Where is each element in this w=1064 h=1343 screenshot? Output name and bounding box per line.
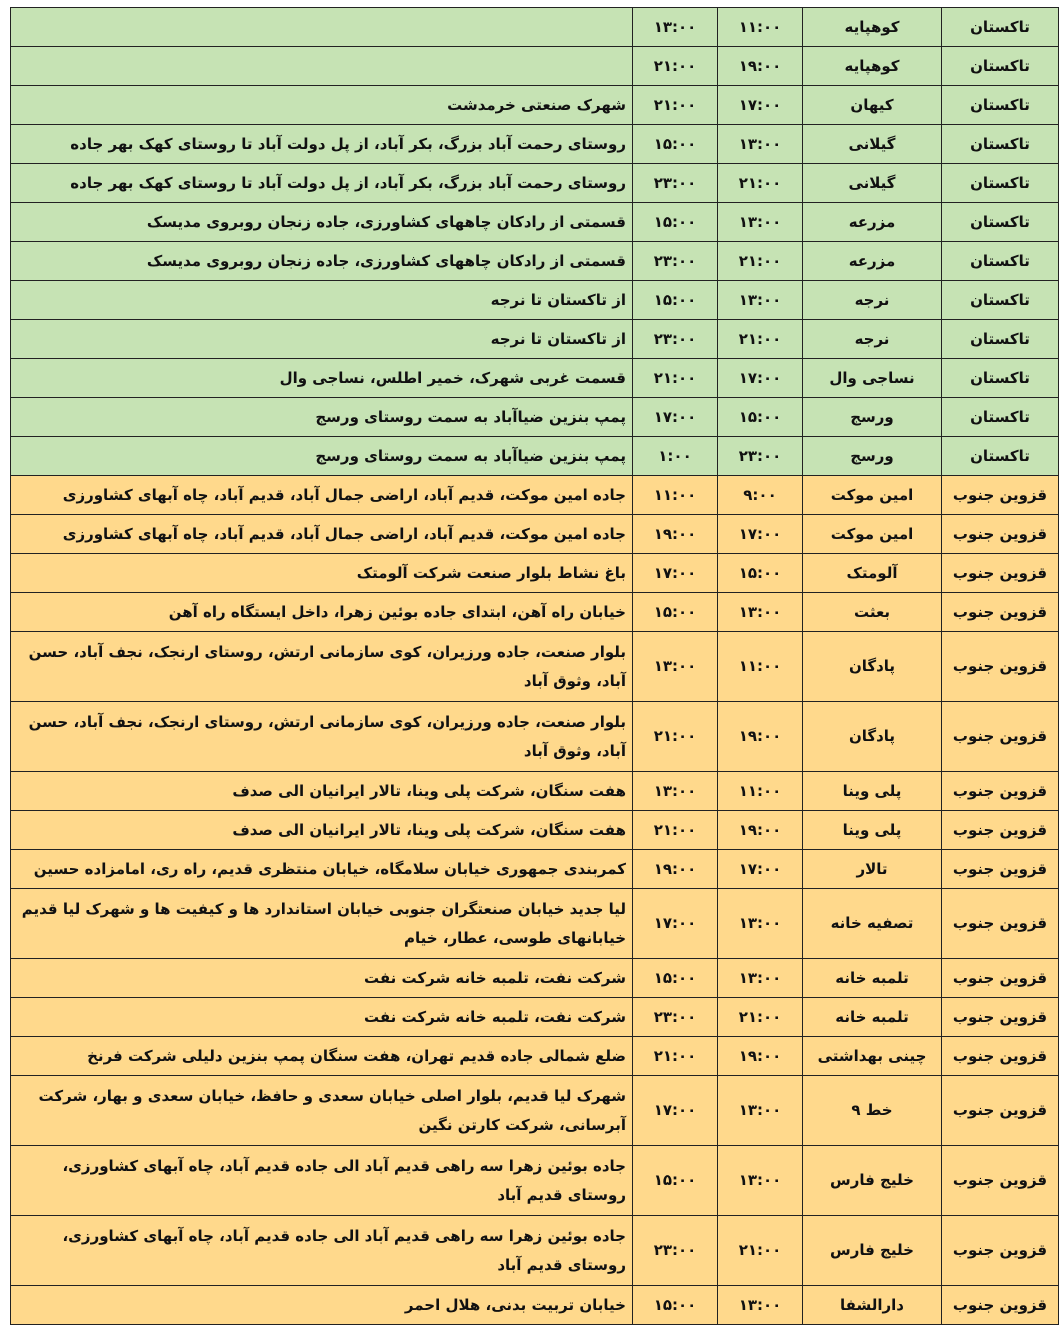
end-time-cell: ۲۱:۰۰ xyxy=(633,47,718,86)
table-row xyxy=(11,398,1059,437)
area-cell: باغ نشاط بلوار صنعت شرکت آلومتک xyxy=(11,554,633,593)
area-cell: روستای رحمت آباد بزرگ، بکر آباد، از پل دولت آباد تا روستای کهک بهر جاده xyxy=(11,164,633,203)
feeder-cell: گیلانی xyxy=(803,125,942,164)
start-time-cell: ۲۱:۰۰ xyxy=(718,998,803,1037)
city-cell: قزوین جنوب xyxy=(942,554,1059,593)
end-time-cell: ۲۳:۰۰ xyxy=(633,164,718,203)
feeder-cell: کیهان xyxy=(803,86,942,125)
end-time-cell: ۲۳:۰۰ xyxy=(633,242,718,281)
feeder-cell: خلیج فارس xyxy=(803,1216,942,1286)
city-cell: تاکستان xyxy=(942,398,1059,437)
table-row xyxy=(11,476,1059,515)
city-cell: تاکستان xyxy=(942,164,1059,203)
start-time-cell: ۲۱:۰۰ xyxy=(718,242,803,281)
table-row xyxy=(11,203,1059,242)
table-row xyxy=(11,359,1059,398)
table-row xyxy=(11,242,1059,281)
end-time-cell: ۱۵:۰۰ xyxy=(633,125,718,164)
table-row xyxy=(11,772,1059,811)
area-cell: بلوار صنعت، جاده ورزیران، کوی سازمانی ارتش، روستای ارنجک، نجف آباد، حسن آباد، وثوق آباد xyxy=(11,632,633,702)
start-time-cell: ۱۷:۰۰ xyxy=(718,850,803,889)
feeder-cell: تالار xyxy=(803,850,942,889)
table-row xyxy=(11,8,1059,47)
table-row xyxy=(11,1286,1059,1325)
city-cell: تاکستان xyxy=(942,86,1059,125)
end-time-cell: ۱۵:۰۰ xyxy=(633,281,718,320)
feeder-cell: خلیج فارس xyxy=(803,1146,942,1216)
start-time-cell: ۱۳:۰۰ xyxy=(718,1076,803,1146)
feeder-cell: پادگان xyxy=(803,702,942,772)
feeder-cell: تلمبه خانه xyxy=(803,959,942,998)
area-cell: جاده امین موکت، قدیم آباد، اراضی جمال آباد، قدیم آباد، چاه آبهای کشاورزی xyxy=(11,476,633,515)
area-cell: از تاکستان تا نرجه xyxy=(11,281,633,320)
end-time-cell: ۲۳:۰۰ xyxy=(633,320,718,359)
feeder-cell: گیلانی xyxy=(803,164,942,203)
feeder-cell: امین موکت xyxy=(803,515,942,554)
table-row xyxy=(11,889,1059,959)
feeder-cell: دارالشفا xyxy=(803,1286,942,1325)
end-time-cell: ۱۷:۰۰ xyxy=(633,1076,718,1146)
start-time-cell: ۱۳:۰۰ xyxy=(718,1146,803,1216)
city-cell: قزوین جنوب xyxy=(942,811,1059,850)
feeder-cell: پادگان xyxy=(803,632,942,702)
end-time-cell: ۱۹:۰۰ xyxy=(633,850,718,889)
end-time-cell: ۲۱:۰۰ xyxy=(633,702,718,772)
feeder-cell: آلومتک xyxy=(803,554,942,593)
city-cell: تاکستان xyxy=(942,242,1059,281)
table-row xyxy=(11,1216,1059,1286)
area-cell: خیابان راه آهن، ابتدای جاده بوئین زهرا، داخل ایستگاه راه آهن xyxy=(11,593,633,632)
feeder-cell: تلمبه خانه xyxy=(803,998,942,1037)
feeder-cell: پلی وینا xyxy=(803,811,942,850)
table-row xyxy=(11,47,1059,86)
city-cell: تاکستان xyxy=(942,203,1059,242)
city-cell: قزوین جنوب xyxy=(942,772,1059,811)
city-cell: قزوین جنوب xyxy=(942,850,1059,889)
start-time-cell: ۱۹:۰۰ xyxy=(718,702,803,772)
end-time-cell: ۱۵:۰۰ xyxy=(633,593,718,632)
end-time-cell: ۱۵:۰۰ xyxy=(633,1146,718,1216)
area-cell: از تاکستان تا نرجه xyxy=(11,320,633,359)
feeder-cell: ورسج xyxy=(803,398,942,437)
city-cell: قزوین جنوب xyxy=(942,1037,1059,1076)
start-time-cell: ۱۹:۰۰ xyxy=(718,1037,803,1076)
area-cell: شرکت نفت، تلمبه خانه شرکت نفت xyxy=(11,959,633,998)
area-cell xyxy=(11,47,633,86)
start-time-cell: ۱۳:۰۰ xyxy=(718,593,803,632)
start-time-cell: ۹:۰۰ xyxy=(718,476,803,515)
start-time-cell: ۱۱:۰۰ xyxy=(718,772,803,811)
end-time-cell: ۲۱:۰۰ xyxy=(633,811,718,850)
end-time-cell: ۱۳:۰۰ xyxy=(633,8,718,47)
area-cell: شرکت نفت، تلمبه خانه شرکت نفت xyxy=(11,998,633,1037)
end-time-cell: ۱۷:۰۰ xyxy=(633,398,718,437)
feeder-cell: خط ۹ xyxy=(803,1076,942,1146)
start-time-cell: ۱۹:۰۰ xyxy=(718,811,803,850)
city-cell: قزوین جنوب xyxy=(942,1216,1059,1286)
city-cell: تاکستان xyxy=(942,437,1059,476)
area-cell: جاده بوئین زهرا سه راهی قدیم آباد الی جاده قدیم آباد، چاه آبهای کشاورزی، روستای قدیم آباد xyxy=(11,1216,633,1286)
table-row xyxy=(11,998,1059,1037)
outage-schedule-table xyxy=(10,7,1059,1325)
end-time-cell: ۲۳:۰۰ xyxy=(633,998,718,1037)
end-time-cell: ۱۳:۰۰ xyxy=(633,632,718,702)
end-time-cell: ۱۵:۰۰ xyxy=(633,203,718,242)
city-cell: قزوین جنوب xyxy=(942,1146,1059,1216)
feeder-cell: چینی بهداشتی xyxy=(803,1037,942,1076)
start-time-cell: ۱۳:۰۰ xyxy=(718,203,803,242)
city-cell: تاکستان xyxy=(942,281,1059,320)
end-time-cell: ۱:۰۰ xyxy=(633,437,718,476)
area-cell: کمربندی جمهوری خیابان سلامگاه، خیابان منتظری قدیم، راه ری، امامزاده حسین xyxy=(11,850,633,889)
table-row xyxy=(11,632,1059,702)
start-time-cell: ۱۷:۰۰ xyxy=(718,86,803,125)
start-time-cell: ۱۳:۰۰ xyxy=(718,889,803,959)
area-cell: هفت سنگان، شرکت پلی وینا، تالار ایرانیان الی صدف xyxy=(11,811,633,850)
feeder-cell: کوهپایه xyxy=(803,8,942,47)
area-cell: لیا جدید خیابان صنعتگران جنوبی خیابان استاندارد ها و کیفیت ها و شهرک لیا قدیم خیابانهای طوسی، عطار، خیام xyxy=(11,889,633,959)
start-time-cell: ۱۳:۰۰ xyxy=(718,959,803,998)
table-row xyxy=(11,850,1059,889)
feeder-cell: مزرعه xyxy=(803,203,942,242)
area-cell: قسمت غربی شهرک، خمیر اطلس، نساجی وال xyxy=(11,359,633,398)
feeder-cell: مزرعه xyxy=(803,242,942,281)
table-row xyxy=(11,554,1059,593)
city-cell: قزوین جنوب xyxy=(942,515,1059,554)
end-time-cell: ۱۵:۰۰ xyxy=(633,959,718,998)
table-row xyxy=(11,1076,1059,1146)
area-cell: ضلع شمالی جاده قدیم تهران، هفت سنگان پمپ بنزین دلیلی شرکت فرنخ xyxy=(11,1037,633,1076)
start-time-cell: ۱۱:۰۰ xyxy=(718,632,803,702)
table-row xyxy=(11,593,1059,632)
area-cell xyxy=(11,8,633,47)
city-cell: تاکستان xyxy=(942,320,1059,359)
city-cell: تاکستان xyxy=(942,47,1059,86)
end-time-cell: ۲۱:۰۰ xyxy=(633,1037,718,1076)
city-cell: قزوین جنوب xyxy=(942,702,1059,772)
city-cell: تاکستان xyxy=(942,8,1059,47)
feeder-cell: تصفیه خانه xyxy=(803,889,942,959)
table-row xyxy=(11,811,1059,850)
table-row xyxy=(11,1037,1059,1076)
end-time-cell: ۱۳:۰۰ xyxy=(633,772,718,811)
area-cell: شهرک لیا قدیم، بلوار اصلی خیابان سعدی و حافظ، خیابان سعدی و بهار، شرکت آبرسانی، شرکت کارتن نگین xyxy=(11,1076,633,1146)
start-time-cell: ۱۷:۰۰ xyxy=(718,515,803,554)
end-time-cell: ۲۱:۰۰ xyxy=(633,359,718,398)
area-cell: قسمتی از رادکان چاههای کشاورزی، جاده زنجان روبروی مدیسک xyxy=(11,203,633,242)
table-row xyxy=(11,1146,1059,1216)
start-time-cell: ۲۱:۰۰ xyxy=(718,1216,803,1286)
start-time-cell: ۱۱:۰۰ xyxy=(718,8,803,47)
table-row xyxy=(11,959,1059,998)
city-cell: تاکستان xyxy=(942,359,1059,398)
area-cell: قسمتی از رادکان چاههای کشاورزی، جاده زنجان روبروی مدیسک xyxy=(11,242,633,281)
feeder-cell: نساجی وال xyxy=(803,359,942,398)
start-time-cell: ۱۳:۰۰ xyxy=(718,125,803,164)
city-cell: قزوین جنوب xyxy=(942,476,1059,515)
start-time-cell: ۱۷:۰۰ xyxy=(718,359,803,398)
feeder-cell: امین موکت xyxy=(803,476,942,515)
feeder-cell: کوهپایه xyxy=(803,47,942,86)
feeder-cell: ورسج xyxy=(803,437,942,476)
start-time-cell: ۱۵:۰۰ xyxy=(718,554,803,593)
end-time-cell: ۱۵:۰۰ xyxy=(633,1286,718,1325)
feeder-cell: نرجه xyxy=(803,281,942,320)
feeder-cell: پلی وینا xyxy=(803,772,942,811)
table-row xyxy=(11,164,1059,203)
start-time-cell: ۱۳:۰۰ xyxy=(718,1286,803,1325)
area-cell: شهرک صنعتی خرمدشت xyxy=(11,86,633,125)
area-cell: پمپ بنزین ضیاآباد به سمت روستای ورسج xyxy=(11,437,633,476)
table-row xyxy=(11,281,1059,320)
area-cell: روستای رحمت آباد بزرگ، بکر آباد، از پل دولت آباد تا روستای کهک بهر جاده xyxy=(11,125,633,164)
table-row xyxy=(11,515,1059,554)
city-cell: قزوین جنوب xyxy=(942,889,1059,959)
end-time-cell: ۲۳:۰۰ xyxy=(633,1216,718,1286)
city-cell: قزوین جنوب xyxy=(942,1286,1059,1325)
start-time-cell: ۲۱:۰۰ xyxy=(718,320,803,359)
feeder-cell: نرجه xyxy=(803,320,942,359)
end-time-cell: ۲۱:۰۰ xyxy=(633,86,718,125)
area-cell: هفت سنگان، شرکت پلی وینا، تالار ایرانیان الی صدف xyxy=(11,772,633,811)
city-cell: قزوین جنوب xyxy=(942,593,1059,632)
area-cell: بلوار صنعت، جاده ورزیران، کوی سازمانی ارتش، روستای ارنجک، نجف آباد، حسن آباد، وثوق آباد xyxy=(11,702,633,772)
area-cell: خیابان تربیت بدنی، هلال احمر xyxy=(11,1286,633,1325)
city-cell: قزوین جنوب xyxy=(942,959,1059,998)
table-row xyxy=(11,437,1059,476)
table-row xyxy=(11,320,1059,359)
end-time-cell: ۱۹:۰۰ xyxy=(633,515,718,554)
table-row xyxy=(11,702,1059,772)
start-time-cell: ۱۹:۰۰ xyxy=(718,47,803,86)
start-time-cell: ۱۳:۰۰ xyxy=(718,281,803,320)
start-time-cell: ۲۳:۰۰ xyxy=(718,437,803,476)
area-cell: جاده بوئین زهرا سه راهی قدیم آباد الی جاده قدیم آباد، چاه آبهای کشاورزی، روستای قدیم آباد xyxy=(11,1146,633,1216)
table-body xyxy=(11,8,1059,1325)
city-cell: قزوین جنوب xyxy=(942,998,1059,1037)
end-time-cell: ۱۷:۰۰ xyxy=(633,554,718,593)
area-cell: جاده امین موکت، قدیم آباد، اراضی جمال آباد، قدیم آباد، چاه آبهای کشاورزی xyxy=(11,515,633,554)
city-cell: تاکستان xyxy=(942,125,1059,164)
table-row xyxy=(11,86,1059,125)
end-time-cell: ۱۱:۰۰ xyxy=(633,476,718,515)
start-time-cell: ۲۱:۰۰ xyxy=(718,164,803,203)
end-time-cell: ۱۷:۰۰ xyxy=(633,889,718,959)
city-cell: قزوین جنوب xyxy=(942,1076,1059,1146)
city-cell: قزوین جنوب xyxy=(942,632,1059,702)
feeder-cell: بعثت xyxy=(803,593,942,632)
table-row xyxy=(11,125,1059,164)
start-time-cell: ۱۵:۰۰ xyxy=(718,398,803,437)
area-cell: پمپ بنزین ضیاآباد به سمت روستای ورسج xyxy=(11,398,633,437)
